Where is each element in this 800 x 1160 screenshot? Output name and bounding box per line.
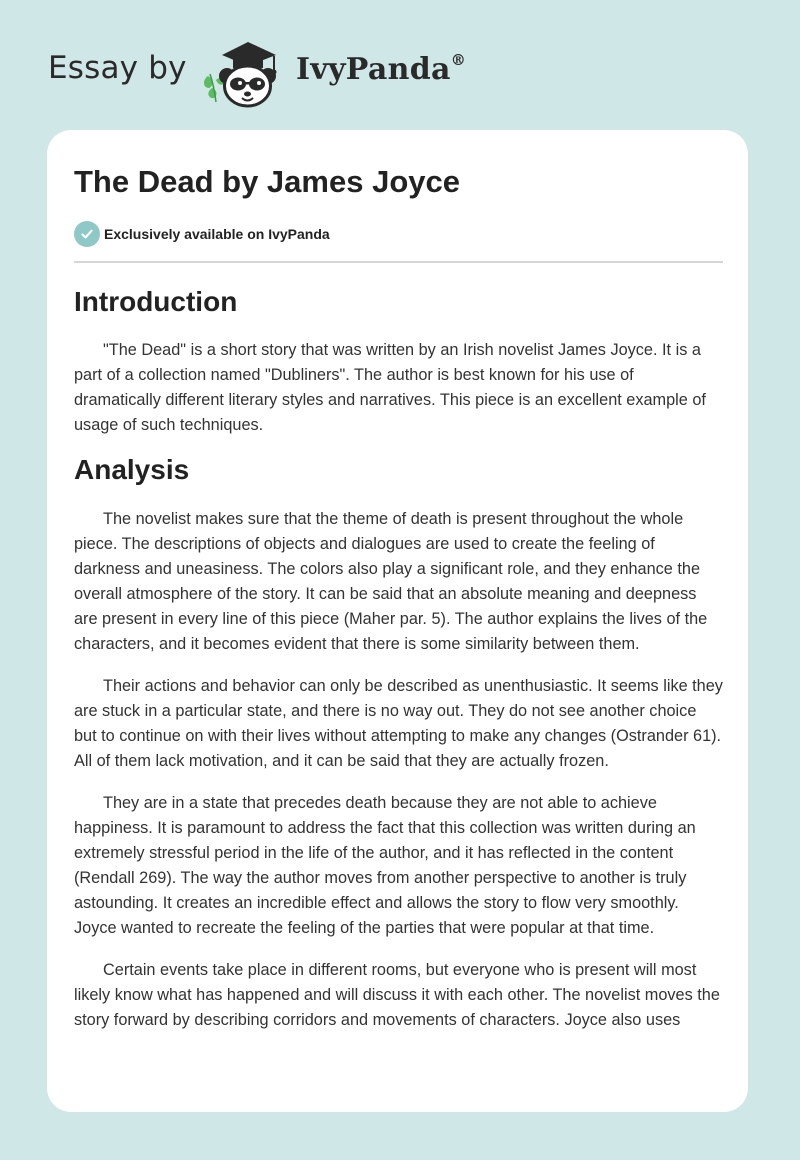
essay-by-label: Essay by bbox=[48, 50, 187, 86]
page-title: The Dead by James Joyce bbox=[74, 164, 460, 199]
section-heading: Introduction bbox=[74, 286, 238, 317]
section-introduction bbox=[74, 280, 723, 438]
essay-card bbox=[47, 130, 748, 1112]
brand-name[interactable] bbox=[296, 52, 466, 87]
exclusive-badge bbox=[74, 221, 330, 247]
paragraph: "The Dead" is a short story that was written by an Irish novelist James Joyce. It is a part of a collection named "Dubliners". The author is best known for his use of dramatically different literary styles and narratives. This piece is an excellent example of usage of such techniques. bbox=[74, 341, 706, 434]
paragraph: Certain events take place in different rooms, but everyone who is present will most likely know what has happened and will discuss it with each other. The novelist moves the story forward by describing corridors and movements of characters. Joyce also uses bbox=[74, 961, 720, 1029]
essay-content bbox=[74, 280, 723, 1050]
brand-text: IvyPanda bbox=[296, 52, 451, 87]
title-divider bbox=[74, 261, 723, 263]
paragraph: The novelist makes sure that the theme of death is present throughout the whole piece. The descriptions of objects and dialogues are used to create the feeling of darkness and uneasiness. The colors also play a significant role, and they enhance the overall atmosphere of the story. It can be said that an absolute meaning and deepness are present in every line of this piece (Maher par. 5). The author explains the lives of the characters, and it becomes evident that there is some similarity between them. bbox=[74, 510, 708, 653]
trademark-mark: ® bbox=[450, 51, 467, 69]
check-circle-icon bbox=[74, 221, 100, 247]
site-header bbox=[0, 0, 800, 130]
section-heading: Analysis bbox=[74, 454, 190, 485]
section-analysis bbox=[74, 448, 723, 1033]
paragraph: Their actions and behavior can only be described as unenthusiastic. It seems like they are stuck in a particular state, and there is no way out. They do not see another choice but to continue on with their lives without attempting to make any changes (Ostrander 61). All of them lack motivation, and it can be said that they are actually frozen. bbox=[74, 677, 723, 770]
exclusive-badge-label: Exclusively available on IvyPanda bbox=[104, 226, 330, 242]
paragraph: They are in a state that precedes death because they are not able to achieve happiness. It is paramount to address the fact that this collection was written during an extremely stressful period in the life of the author, and it has reflected in the content (Rendall 269). The way the author moves from another perspective to another is truly astounding. It creates an incredible effect and allows the story to flow very smoothly. Joyce wanted to recreate the feeling of the parties that were popular at that time. bbox=[74, 794, 696, 937]
panda-logo-icon[interactable] bbox=[200, 36, 292, 112]
